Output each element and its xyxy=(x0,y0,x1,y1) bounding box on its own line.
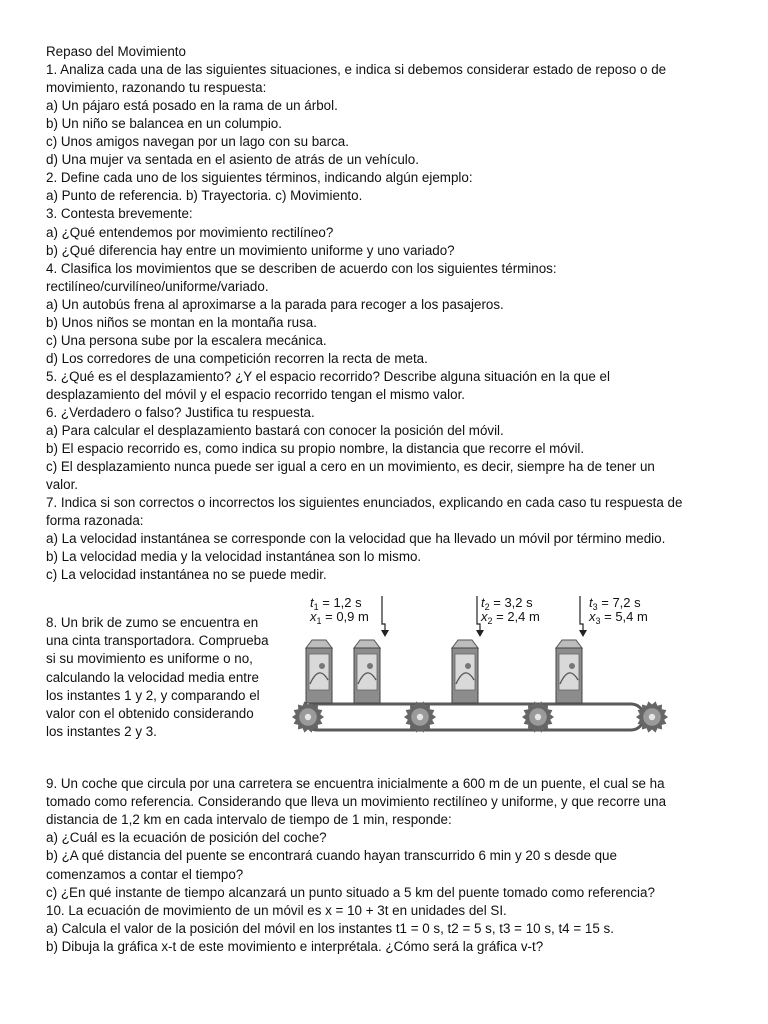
text-line-22: a) Para calcular el desplazamiento bastará con conocer la posición del móvil. xyxy=(46,423,504,439)
text-line-bottom-10: b) Dibuja la gráfica x-t de este movimiento e interprétala. ¿Cómo será la gráfica v-t? xyxy=(46,938,544,954)
text-line-1: Repaso del Movimiento xyxy=(46,44,186,59)
juice-carton-icon xyxy=(452,640,478,703)
text-line-15: a) Un autobús frena al aproximarse a la parada para recoger a los pasajeros. xyxy=(46,296,504,312)
text-line-14: rectilíneo/curvilíneo/uniforme/variado. xyxy=(46,278,269,294)
text-line-25: valor. xyxy=(46,477,79,493)
text-line-16: b) Unos niños se montan en la montaña rusa. xyxy=(46,314,317,330)
text-line-5: b) Un niño se balancea en un columpio. xyxy=(46,116,282,132)
text-line-2: 1. Analiza cada una de las siguientes situaciones, e indica si debemos considerar estado de reposo o de xyxy=(46,62,667,78)
text-line-13: 4. Clasifica los movimientos que se describen de acuerdo con los siguientes términos: xyxy=(46,260,557,276)
text-line-20: desplazamiento del móvil y el espacio recorrido tengan el mismo valor. xyxy=(46,386,466,402)
q8-line-5: los instantes 1 y 2, y comparando el xyxy=(46,687,260,703)
text-line-30: c) La velocidad instantánea no se puede medir. xyxy=(46,567,327,583)
q8-line-7: los instantes 2 y 3. xyxy=(46,724,157,740)
time-label: $t_2 = 3,2$ s xyxy=(481,595,533,612)
time-label: $t_1 = 1,2$ s xyxy=(310,595,362,612)
juice-carton-icon xyxy=(306,640,332,703)
text-line-bottom-8: 10. La ecuación de movimiento de un móvil es x = 10 + 3t en unidades del SI. xyxy=(46,902,507,918)
text-line-bottom-7: c) ¿En qué instante de tiempo alcanzará un punto situado a 5 km del puente tomado como referencia? xyxy=(46,884,655,900)
gear-icon xyxy=(292,701,324,732)
text-line-26: 7. Indica si son correctos o incorrectos los siguientes enunciados, explicando en cada caso tu respuesta de xyxy=(46,495,683,511)
position-label: $x_2 = 2,4$ m xyxy=(481,609,540,626)
text-line-bottom-4: a) ¿Cuál es la ecuación de posición del coche? xyxy=(46,830,327,846)
position-marker-line xyxy=(580,596,583,634)
text-line-10: 3. Contesta brevemente: xyxy=(46,206,193,222)
text-line-bottom-5: b) ¿A qué distancia del puente se encontrará cuando hayan transcurrido 6 min y 20 s desde que xyxy=(46,848,617,864)
gear-icon xyxy=(404,701,436,732)
arrow-down-icon xyxy=(381,630,389,637)
text-line-4: a) Un pájaro está posado en la rama de un árbol. xyxy=(46,98,338,114)
text-line-7: d) Una mujer va sentada en el asiento de atrás de un vehículo. xyxy=(46,152,419,168)
text-line-17: c) Una persona sube por la escalera mecánica. xyxy=(46,332,327,348)
juice-carton-icon xyxy=(354,640,380,703)
text-line-18: d) Los corredores de una competición recorren la recta de meta. xyxy=(46,350,428,366)
text-line-27: forma razonada: xyxy=(46,513,144,529)
text-line-28: a) La velocidad instantánea se corresponde con la velocidad que ha llevado un móvil por término medio. xyxy=(46,531,666,547)
text-line-8: 2. Define cada uno de los siguientes términos, indicando algún ejemplo: xyxy=(46,170,473,186)
position-label: $x_1 = 0,9$ m xyxy=(310,609,369,626)
text-line-3: movimiento, razonando tu respuesta: xyxy=(46,80,267,96)
position-marker-line xyxy=(382,596,385,634)
text-line-21: 6. ¿Verdadero o falso? Justifica tu respuesta. xyxy=(46,405,315,420)
text-line-bottom-3: distancia de 1,2 km en cada intervalo de tiempo de 1 min, responde: xyxy=(46,812,452,828)
position-label: $x_3 = 5,4$ m xyxy=(589,609,648,626)
arrow-down-icon xyxy=(579,630,587,637)
conveyor-belt xyxy=(304,704,644,730)
text-line-19: 5. ¿Qué es el desplazamiento? ¿Y el espacio recorrido? Describe alguna situación en la que el xyxy=(46,368,610,384)
position-marker-line xyxy=(477,596,480,634)
q8-line-4: calculando la velocidad media entre xyxy=(46,669,259,685)
text-line-bottom-6: comenzamos a contar el tiempo? xyxy=(46,866,244,882)
gear-icon xyxy=(522,701,554,732)
text-line-29: b) La velocidad media y la velocidad instantánea son lo mismo. xyxy=(46,549,422,565)
text-line-24: c) El desplazamiento nunca puede ser igual a cero en un movimiento, es decir, siempre ha de tener un xyxy=(46,459,655,475)
text-line-9: a) Punto de referencia. b) Trayectoria. c) Movimiento. xyxy=(46,188,363,204)
text-line-bottom-9: a) Calcula el valor de la posición del móvil en los instantes t1 = 0 s, t2 = 5 s, t3 = 10 s, t4 = 15 s. xyxy=(46,920,614,936)
text-line-12: b) ¿Qué diferencia hay entre un movimiento uniforme y uno variado? xyxy=(46,242,455,258)
juice-carton-icon xyxy=(556,640,582,703)
time-label: $t_3 = 7,2$ s xyxy=(589,595,641,612)
text-line-bottom-1: 9. Un coche que circula por una carretera se encuentra inicialmente a 600 m de un puente, el cual se ha xyxy=(46,776,665,791)
conveyor-belt-figure xyxy=(282,588,672,748)
text-line-23: b) El espacio recorrido es, como indica su propio nombre, la distancia que recorre el móvil. xyxy=(46,441,585,457)
text-line-bottom-2: tomado como referencia. Considerando que lleva un movimiento rectilíneo y uniforme, y que recorre una xyxy=(46,794,667,810)
q8-line-3: si su movimiento es uniforme o no, xyxy=(46,651,253,667)
text-line-11: a) ¿Qué entendemos por movimiento rectilíneo? xyxy=(46,224,334,240)
q8-line-6: valor con el obtenido considerando xyxy=(46,706,254,721)
q8-line-2: una cinta transportadora. Comprueba xyxy=(46,633,269,649)
arrow-down-icon xyxy=(476,630,484,637)
gear-icon xyxy=(636,701,668,732)
q8-line-1: 8. Un brik de zumo se encuentra en xyxy=(46,615,259,630)
text-line-6: c) Unos amigos navegan por un lago con su barca. xyxy=(46,134,349,150)
